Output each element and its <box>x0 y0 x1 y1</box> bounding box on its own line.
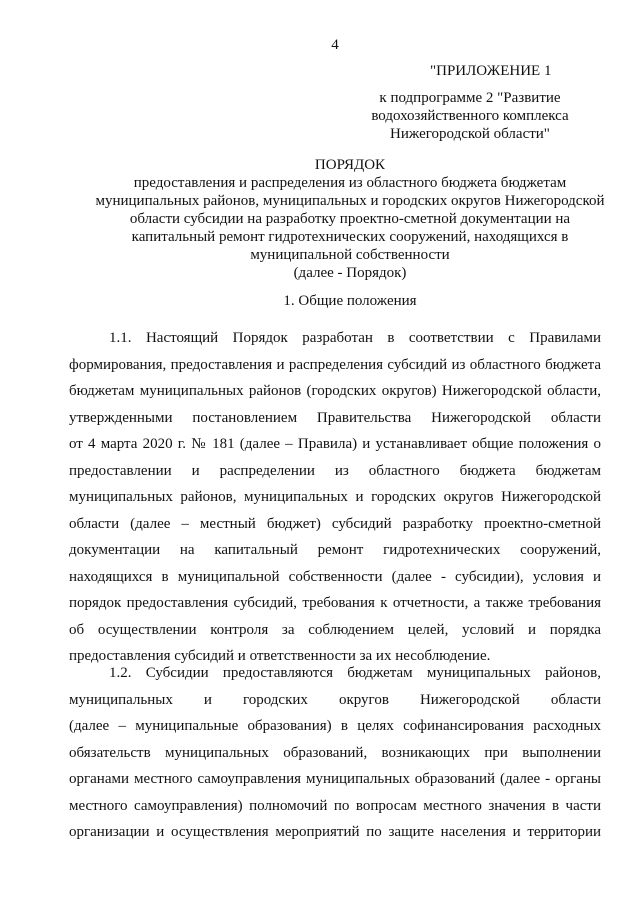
section-heading: 1. Общие положения <box>283 293 417 309</box>
paragraph-line: предоставлении и распределении из областного бюджета бюджетам <box>69 462 601 479</box>
document-title-line: предоставления и распределения из областного бюджета бюджетам <box>133 175 567 191</box>
document-title-line: области субсидии на разработку проектно-сметной документации на <box>129 211 571 227</box>
document-title-line: (далее - Порядок) <box>293 265 407 281</box>
appendix-reference-line: к подпрограмме 2 "Развитие <box>379 90 561 106</box>
paragraph-line: 1.1. Настоящий Порядок разработан в соответствии с Правилами <box>109 330 601 346</box>
paragraph-line: об осуществлении контроля за соблюдением целей, условий и порядка <box>69 621 601 638</box>
paragraph-line: находящихся в муниципальной собственности (далее - субсидии), условия и <box>69 568 601 585</box>
paragraph-1-1 <box>69 325 601 670</box>
paragraph-line: документации на капитальный ремонт гидротехнических сооружений, <box>69 542 601 558</box>
paragraph-line: от 4 марта 2020 г. № 181 (далее – Правила) и устанавливает общие положения о <box>69 436 601 452</box>
document-title-line: капитальный ремонт гидротехнических сооружений, находящихся в <box>131 229 569 245</box>
paragraph-line: 1.2. Субсидии предоставляются бюджетам муниципальных районов, <box>109 665 601 681</box>
document-title-line: муниципальной собственности <box>250 247 450 263</box>
paragraph-line: местного самоуправления) полномочий по вопросам местного значения в части <box>69 797 601 814</box>
appendix-title: "ПРИЛОЖЕНИЕ 1 <box>430 63 552 79</box>
appendix-reference-line: Нижегородской области" <box>390 126 550 142</box>
paragraph-line: области (далее – местный бюджет) субсидий разработку проектно-сметной <box>69 515 601 532</box>
appendix-reference-line: водохозяйственного комплекса <box>371 108 569 124</box>
paragraph-line: муниципальных и городских округов Нижегородской области <box>69 691 601 708</box>
paragraph-line: предоставления субсидий и ответственности за их несоблюдение. <box>69 648 491 664</box>
paragraph-line: организации и осуществления мероприятий по защите населения и территории <box>69 824 601 840</box>
paragraph-line: (далее – муниципальные образования) в целях софинансирования расходных <box>69 718 601 734</box>
document-title <box>60 156 640 282</box>
document-title-line: ПОРЯДОК <box>314 157 386 173</box>
paragraph-line: бюджетам муниципальных районов (городских округов) Нижегородской области, <box>69 383 601 399</box>
paragraph-line: органами местного самоуправления муниципальных образований (далее - органы <box>69 771 601 787</box>
paragraph-line: муниципальных районов, муниципальных и городских округов Нижегородской <box>69 489 601 505</box>
paragraph-line: формирования, предоставления и распределения субсидий из областного бюджета <box>69 356 601 373</box>
page-number: 4 <box>331 37 339 53</box>
appendix-reference <box>360 89 580 143</box>
paragraph-line: утвержденными постановлением Правительства Нижегородской области <box>69 409 601 426</box>
paragraph-line: обязательств муниципальных образований, возникающих при выполнении <box>69 744 601 761</box>
paragraph-1-2 <box>69 660 601 846</box>
document-title-line: муниципальных районов, муниципальных и городских округов Нижегородской <box>95 193 605 209</box>
paragraph-line: порядок предоставления субсидий, требования к отчетности, а также требования <box>69 595 601 611</box>
